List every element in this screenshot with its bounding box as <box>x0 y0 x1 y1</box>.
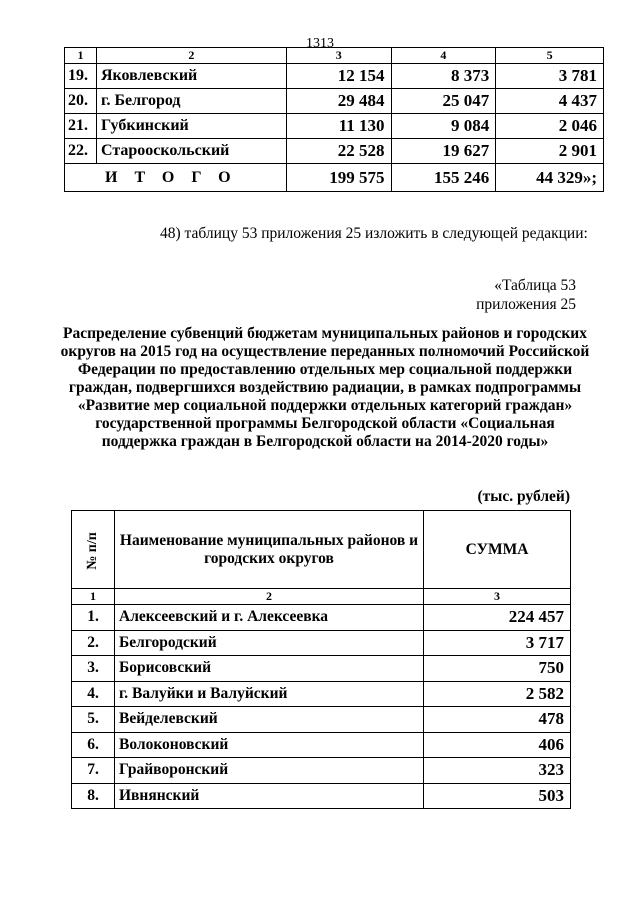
sum-cell: 2 582 <box>424 681 571 707</box>
district-name: Алексеевский и г. Алексеевка <box>115 605 424 631</box>
row-number: 22. <box>65 139 97 164</box>
table-header-row <box>65 48 604 64</box>
value-cell: 2 046 <box>496 114 604 139</box>
table-reference-line: приложения 25 <box>476 296 576 313</box>
sum-cell: 478 <box>424 707 571 733</box>
row-number: 20. <box>65 89 97 114</box>
column-header-number <box>72 511 115 589</box>
table-row <box>72 630 571 656</box>
table-row <box>72 758 571 784</box>
column-header-sum: СУММА <box>424 511 571 589</box>
district-name: г. Валуйки и Валуйский <box>115 681 424 707</box>
table-reference <box>460 276 576 314</box>
district-name: Вейделевский <box>115 707 424 733</box>
total-row <box>65 164 604 192</box>
value-cell: 3 781 <box>496 64 604 89</box>
table-row <box>65 114 604 139</box>
district-name: Губкинский <box>96 114 286 139</box>
value-cell: 2 901 <box>496 139 604 164</box>
value-cell: 8 373 <box>391 64 496 89</box>
table-row <box>72 732 571 758</box>
total-value: 44 329»; <box>496 164 604 192</box>
row-number: 1. <box>72 605 115 631</box>
total-value: 199 575 <box>286 164 391 192</box>
value-cell: 11 130 <box>286 114 391 139</box>
row-number: 8. <box>72 783 115 809</box>
district-name: Ивнянский <box>115 783 424 809</box>
value-cell: 9 084 <box>391 114 496 139</box>
table-row <box>65 64 604 89</box>
table-row <box>72 656 571 682</box>
table-heading: Распределение субвенций бюджетам муниципальных районов и городских округов на 2015 год на осуществление переданных полномочий Российской Федерации по предоставлению отдельных мер социальной поддержки граждан, подвергшихся воздействию радиации, в рамках подпрограммы «Развитие мер социальной поддержки отдельных категорий граждан» государственной программы Белгородской области «Социальная поддержка граждан в Белгородской области на 2014-2020 годы» <box>60 325 590 450</box>
table-row <box>72 605 571 631</box>
table-row <box>65 139 604 164</box>
header-cell: 3 <box>286 48 391 64</box>
district-name: Яковлевский <box>96 64 286 89</box>
column-number-row <box>72 589 571 605</box>
sum-cell: 323 <box>424 758 571 784</box>
header-cell: 4 <box>391 48 496 64</box>
row-number: 19. <box>65 64 97 89</box>
row-number: 7. <box>72 758 115 784</box>
district-name: Грайворонский <box>115 758 424 784</box>
header-cell: 2 <box>115 589 424 605</box>
row-number: 21. <box>65 114 97 139</box>
row-number: 5. <box>72 707 115 733</box>
column-header-name: Наименование муниципальных районов и городских округов <box>115 511 424 589</box>
total-label: ИТОГО <box>65 164 287 192</box>
total-value: 155 246 <box>391 164 496 192</box>
table-row <box>65 89 604 114</box>
continuation-table <box>64 47 604 192</box>
row-number: 4. <box>72 681 115 707</box>
subsidy-table <box>71 510 571 809</box>
district-name: Борисовский <box>115 656 424 682</box>
value-cell: 12 154 <box>286 64 391 89</box>
header-cell: 5 <box>496 48 604 64</box>
header-cell: 3 <box>424 589 571 605</box>
table-row <box>72 783 571 809</box>
table-row <box>72 681 571 707</box>
header-cell: 2 <box>96 48 286 64</box>
value-cell: 25 047 <box>391 89 496 114</box>
table-reference-line: «Таблица 53 <box>494 277 576 294</box>
sum-cell: 750 <box>424 656 571 682</box>
sum-cell: 503 <box>424 783 571 809</box>
table-header-row <box>72 511 571 589</box>
value-cell: 4 437 <box>496 89 604 114</box>
district-name: Волоконовский <box>115 732 424 758</box>
units-label: (тыс. рублей) <box>477 488 570 505</box>
sum-cell: 224 457 <box>424 605 571 631</box>
header-cell: 1 <box>65 48 97 64</box>
page-number: 1313 <box>306 36 334 51</box>
header-cell: 1 <box>72 589 115 605</box>
column-header-number-label: № п/п <box>85 531 100 570</box>
district-name: Белгородский <box>115 630 424 656</box>
value-cell: 19 627 <box>391 139 496 164</box>
row-number: 2. <box>72 630 115 656</box>
value-cell: 29 484 <box>286 89 391 114</box>
row-number: 6. <box>72 732 115 758</box>
sum-cell: 3 717 <box>424 630 571 656</box>
table-row <box>72 707 571 733</box>
sum-cell: 406 <box>424 732 571 758</box>
amendment-instruction: 48) таблицу 53 приложения 25 изложить в следующей редакции: <box>160 225 588 242</box>
district-name: г. Белгород <box>96 89 286 114</box>
value-cell: 22 528 <box>286 139 391 164</box>
row-number: 3. <box>72 656 115 682</box>
district-name: Старооскольский <box>96 139 286 164</box>
